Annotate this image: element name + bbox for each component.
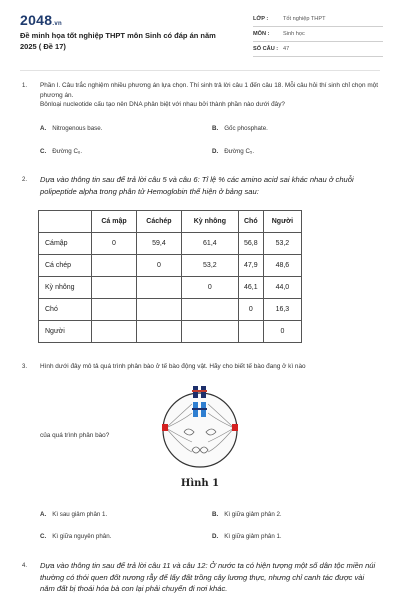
row-label: Người	[39, 321, 92, 343]
table-cell: 0	[263, 321, 301, 343]
option-c[interactable]	[40, 533, 111, 540]
site-logo[interactable]	[20, 12, 62, 28]
row-label: Cámập	[39, 233, 92, 255]
figure-caption: Hình 1	[180, 478, 220, 489]
option-letter: D.	[212, 148, 219, 155]
question-number: 1.	[22, 83, 28, 89]
cell-division-figure	[148, 382, 252, 468]
option-text: Nitrogenous base.	[52, 125, 103, 132]
question-1-text: Phần I. Câu trắc nghiệm nhiều phương án lựa chọn. Thí sinh trả lời câu 1 đến câu 18. Mỗi câu hỏi thí sinh chỉ chọn một phương án.	[40, 82, 378, 99]
table-cell: 16,3	[263, 299, 301, 321]
option-text: Đường C₆.	[52, 148, 83, 155]
question-2-text	[40, 174, 380, 197]
question-number: 4.	[22, 563, 28, 569]
table-header-cell: Kỳ nhông	[181, 211, 238, 233]
table-cell: 46,1	[238, 277, 263, 299]
table-cell	[92, 277, 137, 299]
exam-title: Đề minh họa tốt nghiệp THPT môn Sinh có đáp án năm 2025 ( Đề 17)	[20, 31, 216, 51]
table-header-row	[39, 211, 302, 233]
row-label: Chó	[39, 299, 92, 321]
table-row	[39, 233, 302, 255]
table-row	[39, 299, 302, 321]
meta-value: 47	[283, 46, 290, 52]
table-header-cell: Cáchép	[136, 211, 181, 233]
question-3-text: Hình dưới đây mô tả quá trình phân bào ở tế bào động vật. Hãy cho biết tế bào đang ở kì nào	[40, 363, 306, 370]
option-text: Đường C₅.	[224, 148, 255, 155]
table-cell	[181, 321, 238, 343]
table-cell: 53,2	[263, 233, 301, 255]
logo-text: 2048	[20, 12, 53, 28]
option-letter: B.	[212, 125, 219, 132]
question-4-text-body: Dựa vào thông tin sau để trả lời câu 11 và câu 12: Ở nước ta có hiện tượng một số dân tộc miền núi thường có thói quen đốt nương rẫy để lấy đất trồng cây lương thực, nhưng chỉ canh tác được vài năm đất bị thoái hóa bà con lại phải chuyển đi nơi khác.	[40, 561, 376, 593]
table-cell	[136, 277, 181, 299]
table-cell: 59,4	[136, 233, 181, 255]
table-cell: 44,0	[263, 277, 301, 299]
option-letter: D.	[212, 533, 219, 540]
option-a[interactable]	[40, 511, 107, 518]
table-row	[39, 255, 302, 277]
meta-row-class	[253, 12, 383, 27]
table-cell: 48,6	[263, 255, 301, 277]
table-header-cell: Chó	[238, 211, 263, 233]
question-number: 3.	[22, 364, 28, 370]
row-label: Kỳ nhông	[39, 277, 92, 299]
table-row	[39, 277, 302, 299]
table-cell: 0	[181, 277, 238, 299]
question-4-text	[40, 560, 380, 595]
table-header-cell: Cá mập	[92, 211, 137, 233]
amino-acid-table	[38, 210, 302, 343]
table-cell	[136, 299, 181, 321]
meta-key: SỐ CÂU :	[253, 46, 279, 52]
table-cell: 61,4	[181, 233, 238, 255]
table-cell	[92, 321, 137, 343]
table-header-cell: Người	[263, 211, 301, 233]
option-letter: C.	[40, 533, 47, 540]
meta-row-count	[253, 42, 383, 57]
question-number: 2.	[22, 177, 28, 183]
option-letter: B.	[212, 511, 219, 518]
table-cell	[181, 299, 238, 321]
question-3-text-tail: của quá trình phân bào?	[40, 432, 110, 439]
meta-key: LỚP :	[253, 16, 269, 22]
table-cell	[136, 321, 181, 343]
question-1-subtext: Bônloại nucleotide cấu tạo nên DNA phân biệt với nhau bởi thành phần nào dưới đây?	[40, 101, 285, 108]
option-b[interactable]	[212, 125, 268, 132]
table-cell: 0	[92, 233, 137, 255]
meta-key: MÔN :	[253, 31, 270, 37]
question-2-text-body: Dựa vào thông tin sau để trả lời câu 5 và câu 6: Tỉ lệ % các amino acid sai khác nhau ở chuỗi polipeptide alpha trong phân tử Hemoglobin thể hiện ở bảng sau:	[40, 175, 354, 196]
table-cell: 56,8	[238, 233, 263, 255]
option-a[interactable]	[40, 125, 102, 132]
table-cell: 0	[238, 299, 263, 321]
exam-meta	[253, 12, 383, 57]
meta-value: Sinh học	[283, 31, 305, 37]
option-letter: C.	[40, 148, 47, 155]
table-cell: 47,9	[238, 255, 263, 277]
option-letter: A.	[40, 511, 47, 518]
option-c[interactable]	[40, 148, 82, 155]
header-divider	[20, 70, 380, 71]
meta-value: Tốt nghiệp THPT	[283, 16, 326, 22]
meta-row-subject	[253, 27, 383, 42]
option-d[interactable]	[212, 533, 282, 540]
option-text: Kì giữa nguyên phân.	[52, 533, 112, 540]
table-cell	[238, 321, 263, 343]
table-cell: 53,2	[181, 255, 238, 277]
table-header-cell	[39, 211, 92, 233]
option-text: Gốc phosphate.	[224, 125, 268, 132]
option-text: Kì sau giảm phân 1.	[52, 511, 108, 518]
table-cell	[92, 255, 137, 277]
option-d[interactable]	[212, 148, 254, 155]
option-b[interactable]	[212, 511, 282, 518]
logo-suffix: .vn	[52, 21, 62, 27]
table-row	[39, 321, 302, 343]
row-label: Cá chép	[39, 255, 92, 277]
option-text: Kì giữa giảm phân 1.	[224, 533, 282, 540]
option-letter: A.	[40, 125, 47, 132]
option-text: Kì giữa giảm phân 2.	[224, 511, 282, 518]
table-cell	[92, 299, 137, 321]
table-cell: 0	[136, 255, 181, 277]
